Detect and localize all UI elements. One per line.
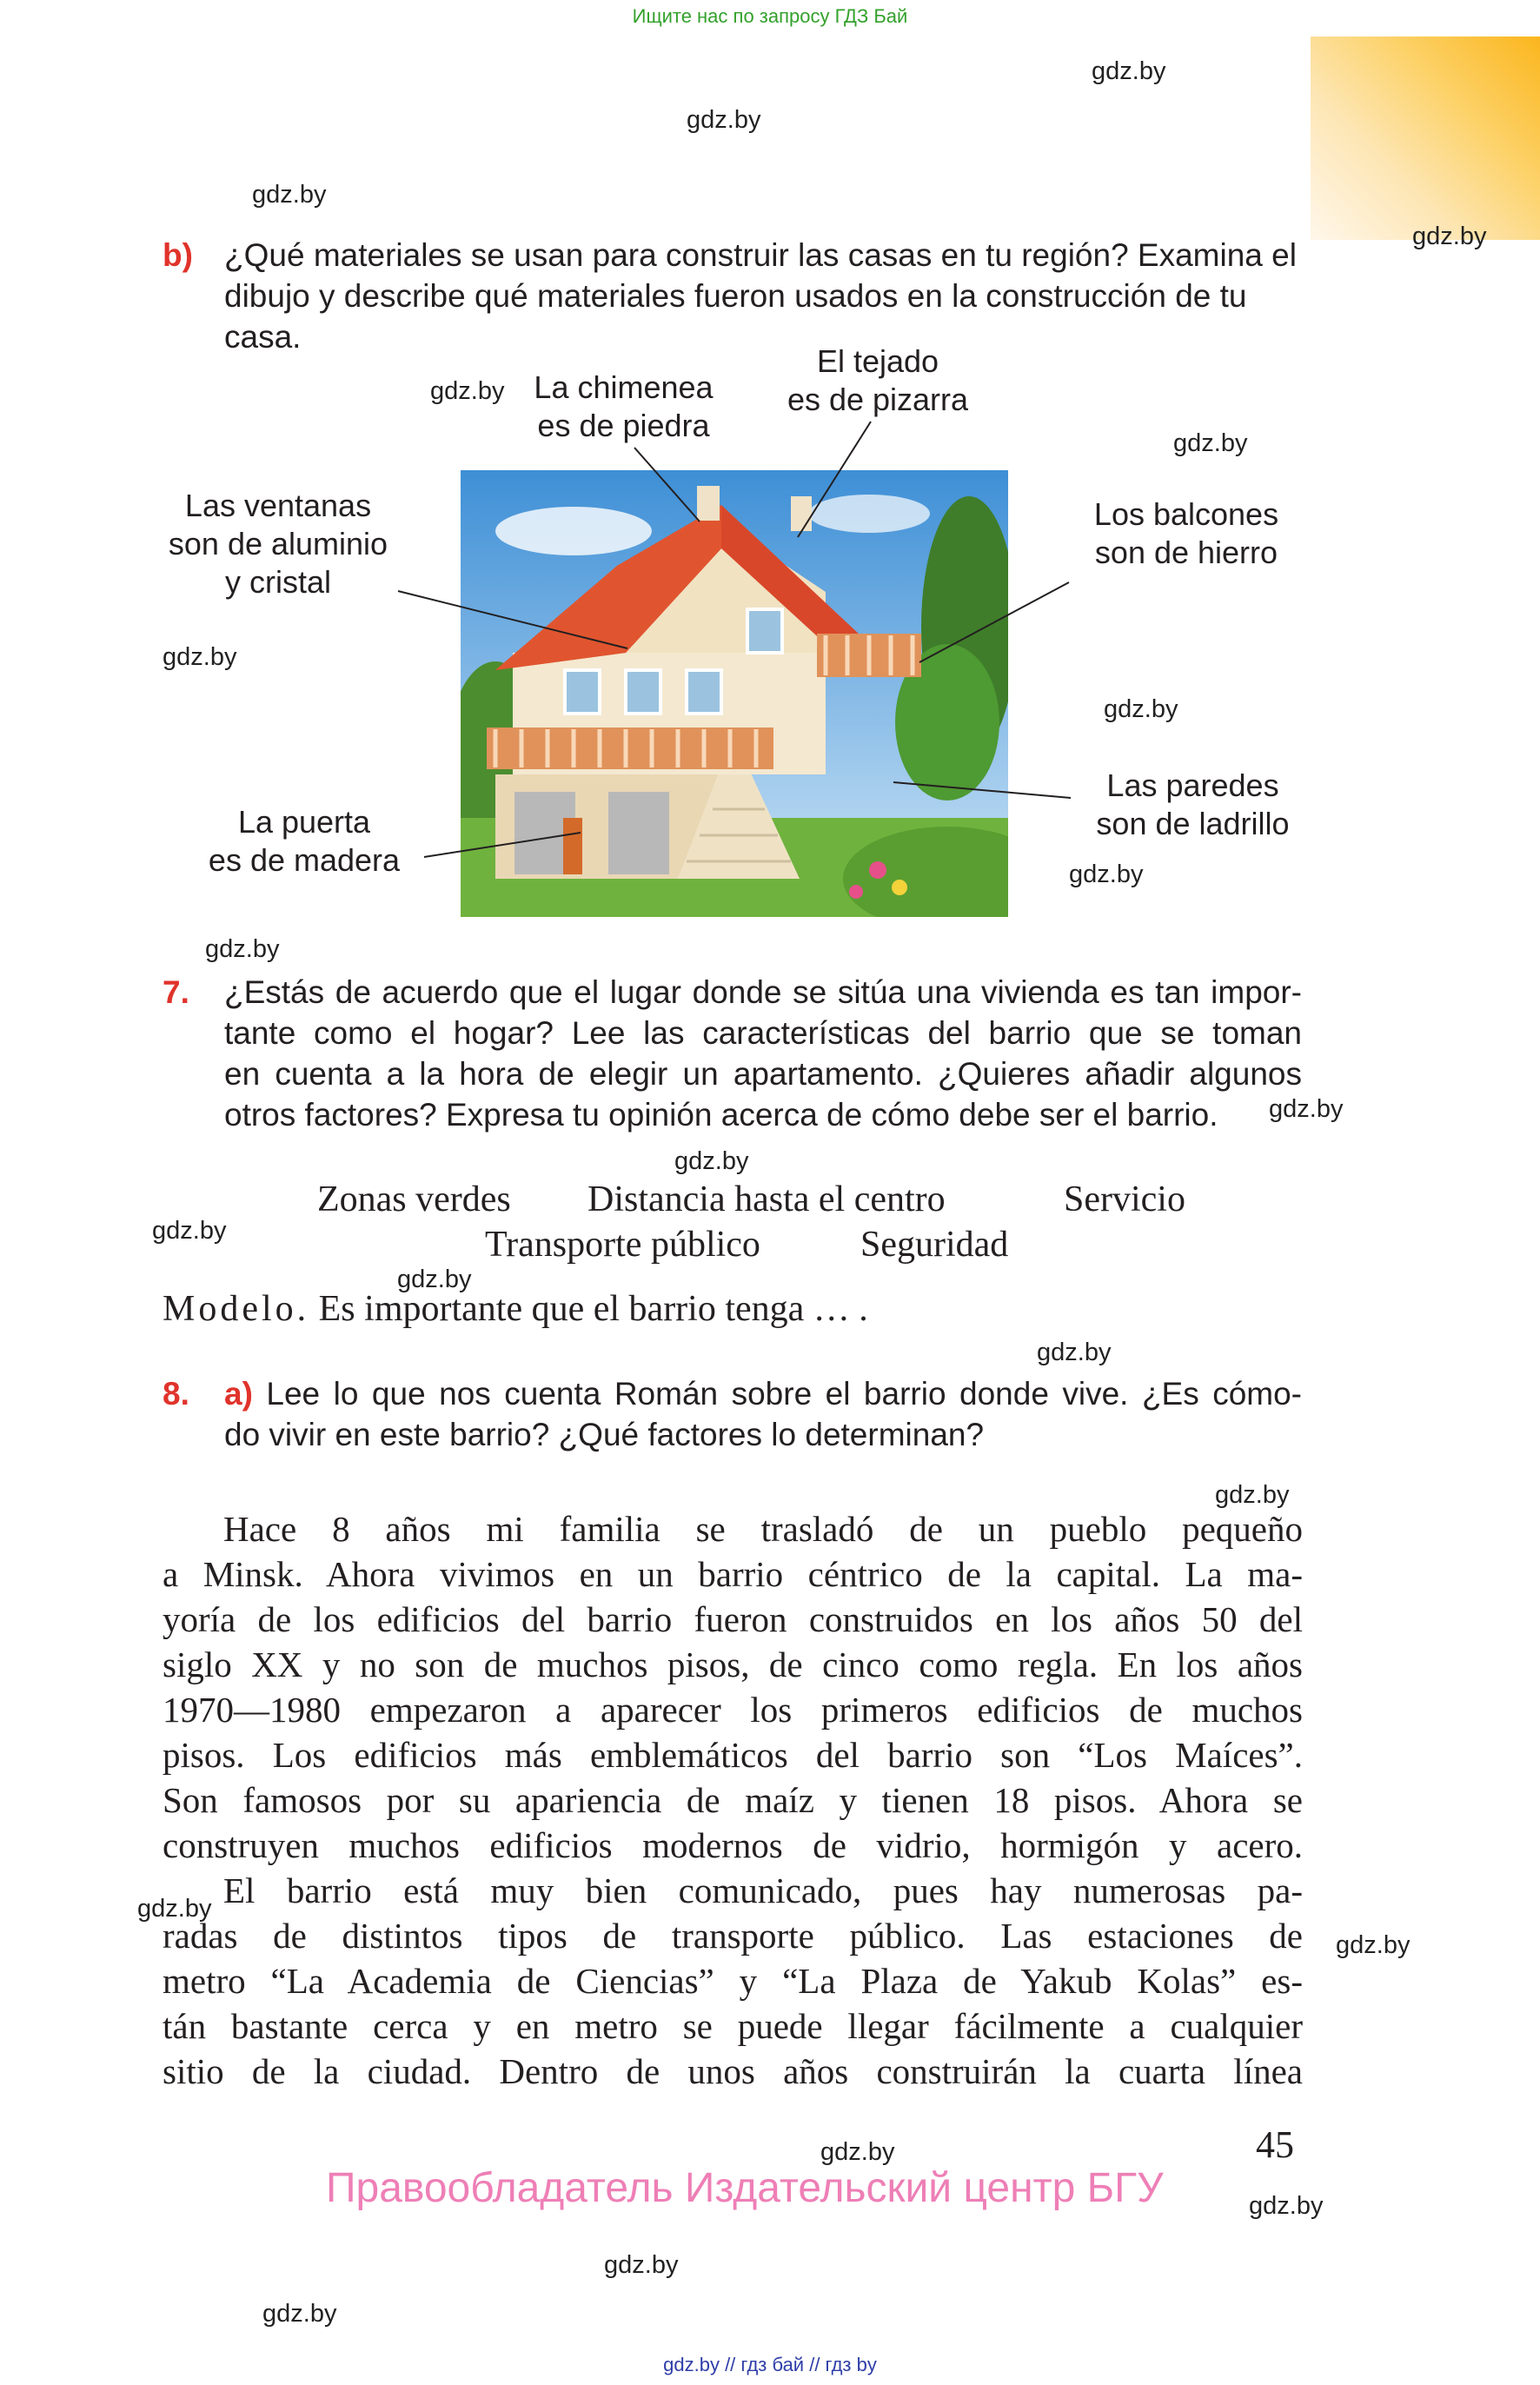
watermark: gdz.by xyxy=(163,643,237,671)
model-text: Es importante que el barrio tenga … . xyxy=(318,1289,868,1329)
label-roof: El tejado es de pizarra xyxy=(787,343,969,417)
reading-line: Hace 8 años mi familia se trasladó de un pueblo pequeño xyxy=(223,1509,1303,1549)
reading-line: metro “La Academia de Ciencias” y “La Plaza de Yakub Kolas” es- xyxy=(163,1961,1303,2001)
watermark: gdz.by xyxy=(152,1217,227,1245)
page-number: 45 xyxy=(1256,2123,1294,2166)
watermark: gdz.by xyxy=(1215,1481,1290,1509)
watermark: gdz.by xyxy=(1336,1931,1411,1959)
copyright-footer: Правообладатель Издательский центр БГУ xyxy=(326,2165,1164,2211)
task7-marker: 7. xyxy=(163,974,189,1010)
task8-sub-marker: a) xyxy=(224,1376,253,1412)
task8-text: a) Lee lo que nos cuenta Román sobre el barrio donde vive. ¿Es cómo- do vivir en este barrio? ¿Qué factores lo determinan? xyxy=(224,1376,1303,1452)
watermark: gdz.by xyxy=(1249,2192,1324,2220)
watermark: gdz.by xyxy=(1069,860,1144,888)
model-line xyxy=(163,1288,868,1330)
reading-line: construyen muchos edificios modernos de vidrio, hormigón y acero. xyxy=(163,1825,1303,1865)
factor-distance: Distancia hasta el centro xyxy=(587,1179,946,1219)
watermark: gdz.by xyxy=(137,1895,212,1923)
watermark: gdz.by xyxy=(687,106,761,134)
reading-line: pisos. Los edificios más emblemáticos del barrio son “Los Maíces”. xyxy=(163,1735,1303,1775)
reading-line: siglo XX y no son de muchos pisos, de cinco como regla. En los años xyxy=(163,1644,1303,1684)
watermark: gdz.by xyxy=(604,2251,679,2279)
reading-line: a Minsk. Ahora vivimos en un barrio céntrico de la capital. La ma- xyxy=(163,1554,1303,1594)
label-walls: Las paredes son de ladrillo xyxy=(1096,767,1290,841)
top-search-link[interactable]: Ищите нас по запросу ГДЗ Бай xyxy=(632,5,908,27)
label-chimney: La chimenea es de piedra xyxy=(534,369,714,443)
watermark: gdz.by xyxy=(262,2300,337,2328)
task-b-marker: b) xyxy=(163,237,193,273)
factor-green-zones: Zonas verdes xyxy=(317,1179,511,1219)
factor-service: Servicio xyxy=(1064,1179,1185,1219)
reading-line: 1970—1980 empezaron a aparecer los primeros edificios de muchos xyxy=(163,1690,1303,1730)
watermark: gdz.by xyxy=(397,1266,472,1293)
watermark: gdz.by xyxy=(1104,695,1178,723)
watermark: gdz.by xyxy=(1412,223,1487,250)
watermark: gdz.by xyxy=(1173,429,1248,457)
reading-text xyxy=(163,1506,1303,2094)
watermark: gdz.by xyxy=(430,377,505,405)
label-balconies: Los balcones son de hierro xyxy=(1093,496,1279,570)
watermark: gdz.by xyxy=(820,2138,895,2166)
watermark: gdz.by xyxy=(205,935,280,963)
watermark: gdz.by xyxy=(1269,1095,1344,1123)
label-door: La puerta es de madera xyxy=(208,804,401,878)
task8-marker: 8. xyxy=(163,1376,189,1412)
model-label: Modelo. xyxy=(163,1289,310,1329)
watermark: gdz.by xyxy=(1037,1339,1112,1366)
bottom-links[interactable]: gdz.by // гдз бай // гдз by xyxy=(663,2354,877,2375)
watermark: gdz.by xyxy=(1092,57,1166,85)
reading-line: yoría de los edificios del barrio fueron construidos en los años 50 del xyxy=(163,1599,1303,1639)
watermark: gdz.by xyxy=(674,1147,749,1175)
factor-security: Seguridad xyxy=(860,1225,1009,1265)
task7-text: ¿Estás de acuerdo que el lugar donde se sitúa una vivienda es tan impor- tante como el hogar? Lee las características del barrio que se toman en cuenta a la hora de elegir un apartamento. ¿Quieres añadir algunos otros factores? Expresa tu opinión acerca de cómo debe ser el barrio. xyxy=(224,974,1302,1133)
reading-line: El barrio está muy bien comunicado, pues hay numerosas pa- xyxy=(223,1870,1303,1910)
factor-transport: Transporte público xyxy=(485,1225,760,1265)
watermark: gdz.by xyxy=(252,181,327,209)
reading-line: radas de distintos tipos de transporte público. Las estaciones de xyxy=(163,1916,1303,1956)
reading-line: sitio de la ciudad. Dentro de unos años construirán la cuarta línea xyxy=(163,2051,1303,2091)
reading-line: tán bastante cerca y en metro se puede llegar fácilmente a cualquier xyxy=(163,2006,1303,2046)
reading-line: Son famosos por su apariencia de maíz y tienen 18 pisos. Ahora se xyxy=(163,1780,1303,1820)
task-b-text: ¿Qué materiales se usan para construir las casas en tu región? Examina el dibujo y describe qué materiales fueron usados en la construcción de tu casa. xyxy=(224,237,1297,355)
label-windows: Las ventanas son de aluminio y cristal xyxy=(168,488,388,600)
